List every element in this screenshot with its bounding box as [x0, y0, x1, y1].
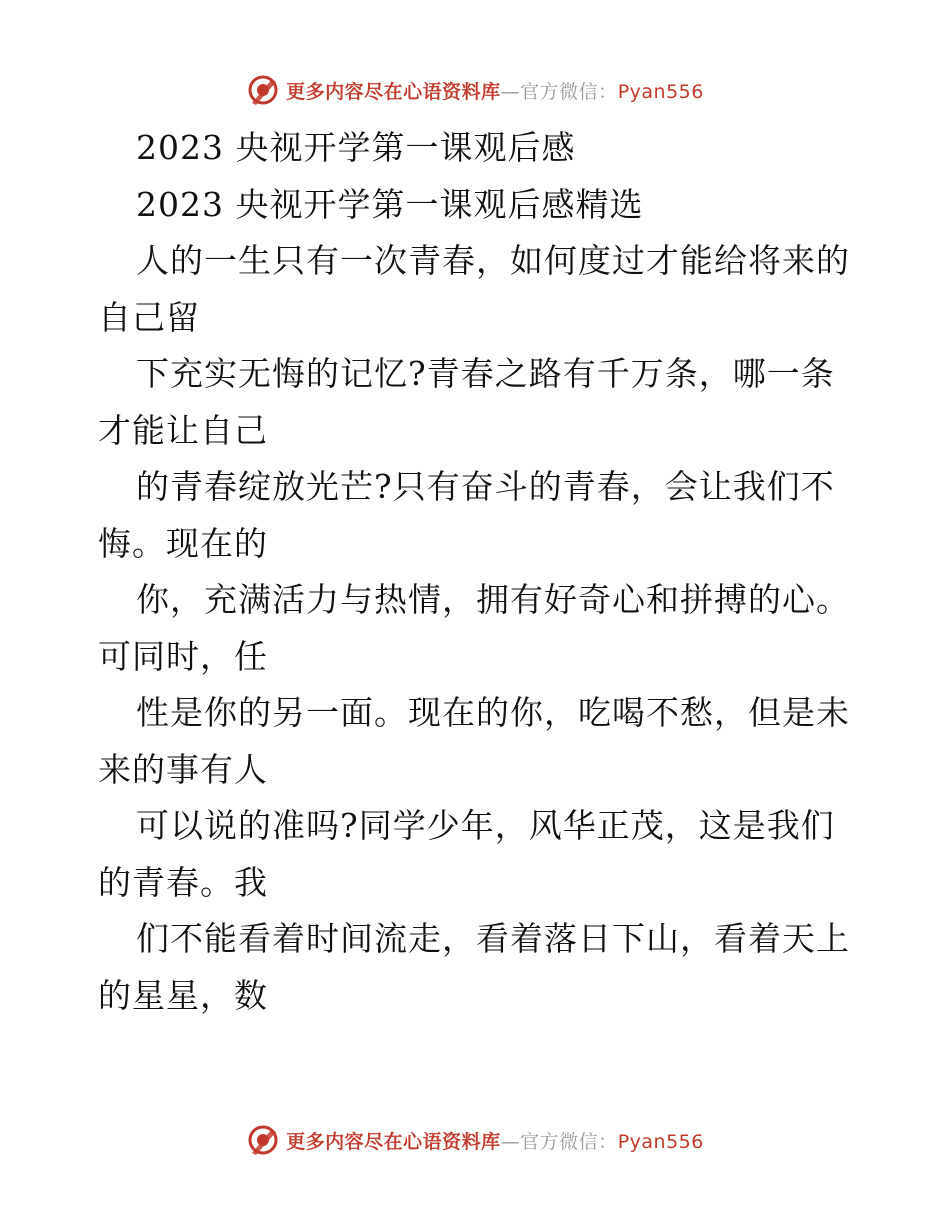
document-body — [98, 120, 878, 1024]
wechat-account: Pyan556 — [617, 80, 704, 103]
brand-name: 更多内容尽在心语资料库 — [286, 80, 501, 103]
footer-banner-inner — [246, 1123, 704, 1157]
footer-banner-text — [286, 1127, 704, 1154]
text-line: 可以说的准吗?同学少年，风华正茂，这是我们 — [136, 806, 835, 845]
text-line: 自己留 — [98, 297, 200, 337]
text-line: 悔。现在的 — [98, 523, 268, 563]
text-line: 的青春。我 — [98, 862, 268, 902]
footer-banner — [0, 1120, 950, 1160]
text-line: 可同时，任 — [98, 636, 268, 676]
brand-dash: — — [500, 1130, 521, 1153]
brand-name: 更多内容尽在心语资料库 — [286, 1130, 501, 1153]
text-line: 的青春绽放光芒?只有奋斗的青春，会让我们不 — [136, 467, 835, 506]
pen-logo-icon — [246, 73, 280, 107]
text-line: 的星星，数 — [98, 975, 268, 1015]
doc-subtitle: 2023 央视开学第一课观后感精选 — [136, 184, 644, 224]
doc-title: 2023 央视开学第一课观后感 — [136, 128, 576, 167]
header-banner-inner — [246, 73, 704, 107]
wechat-label: 官方微信： — [520, 80, 618, 103]
wechat-account: Pyan556 — [617, 1130, 704, 1153]
text-line: 人的一生只有一次青春，如何度过才能给将来的 — [136, 241, 850, 280]
text-line: 才能让自己 — [98, 410, 268, 450]
text-line: 们不能看着时间流走，看着落日下山，看着天上 — [136, 919, 850, 958]
brand-dash: — — [500, 80, 521, 103]
header-banner — [0, 70, 950, 110]
text-line: 来的事有人 — [98, 749, 268, 789]
pen-logo-icon — [246, 1123, 280, 1157]
header-banner-text — [286, 77, 704, 104]
wechat-label: 官方微信： — [520, 1130, 618, 1153]
text-line: 下充实无悔的记忆?青春之路有千万条，哪一条 — [136, 354, 835, 393]
text-line: 你，充满活力与热情，拥有好奇心和拼搏的心。 — [136, 580, 850, 619]
text-line: 性是你的另一面。现在的你，吃喝不愁，但是未 — [136, 693, 850, 732]
